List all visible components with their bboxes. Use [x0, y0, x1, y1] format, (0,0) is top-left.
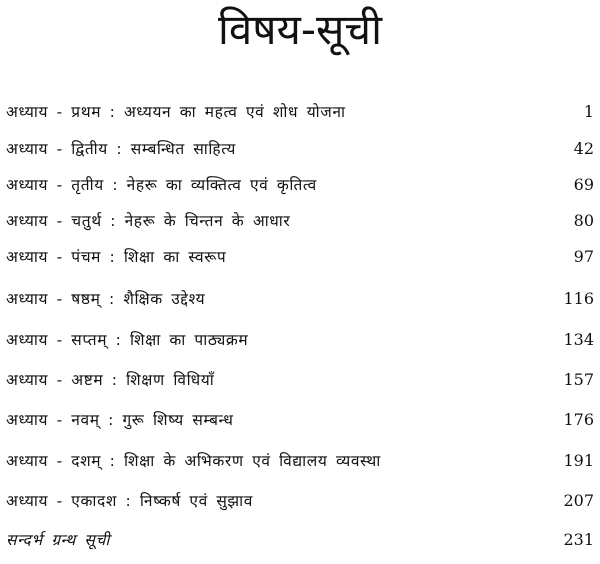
- entry-label: अध्याय - चतुर्थ : नेहरू के चिन्तन के आधार: [6, 212, 291, 230]
- entry-label: अध्याय - नवम् : गुरू शिष्य सम्बन्ध: [6, 411, 234, 429]
- entry-page-number: 97: [573, 247, 594, 266]
- entry-page-number: 69: [573, 175, 594, 194]
- entry-page-number: 134: [563, 330, 594, 349]
- toc-entry-1: [6, 100, 594, 137]
- toc-entry-7: [6, 328, 594, 368]
- toc-entry-11: [6, 489, 594, 528]
- entry-label: अध्याय - सप्तम् : शिक्षा का पाठ्यक्रम: [6, 331, 249, 349]
- toc-entry-2: [6, 137, 594, 173]
- entry-page-number: 176: [563, 410, 594, 429]
- entry-label: अध्याय - तृतीय : नेहरू का व्यक्तित्व एवं कृतित्व: [6, 176, 317, 194]
- toc-entry-5: [6, 245, 594, 287]
- entry-label: अध्याय - एकादश : निष्कर्ष एवं सुझाव: [6, 492, 253, 510]
- entry-page-number: 157: [563, 370, 594, 389]
- bibliography-label: सन्दर्भ ग्रन्थ सूची: [6, 531, 110, 549]
- bibliography-page-number: 231: [563, 530, 594, 549]
- page-title: विषय-सूची: [218, 5, 382, 54]
- entry-page-number: 116: [563, 289, 594, 308]
- entry-label: अध्याय - दशम् : शिक्षा के अभिकरण एवं विद्यालय व्यवस्था: [6, 452, 381, 470]
- contents-list: [6, 100, 594, 558]
- toc-entry-8: [6, 368, 594, 408]
- toc-entry-9: [6, 408, 594, 449]
- entry-label: अध्याय - अष्टम : शिक्षण विधियाँ: [6, 371, 215, 389]
- entry-label: अध्याय - पंचम : शिक्षा का स्वरूप: [6, 248, 227, 266]
- entry-page-number: 1: [583, 102, 594, 121]
- toc-entry-3: [6, 173, 594, 209]
- toc-entry-6: [6, 287, 594, 328]
- entry-page-number: 207: [563, 491, 594, 510]
- entry-label: अध्याय - द्वितीय : सम्बन्धित साहित्य: [6, 140, 236, 158]
- entry-page-number: 80: [573, 211, 594, 230]
- entry-label: अध्याय - षष्ठम् : शैक्षिक उद्देश्य: [6, 290, 206, 308]
- entry-page-number: 42: [573, 139, 594, 158]
- entry-label: अध्याय - प्रथम : अध्ययन का महत्व एवं शोध योजना: [6, 103, 346, 121]
- toc-entry-10: [6, 449, 594, 489]
- toc-entry-4: [6, 209, 594, 245]
- toc-entry-bibliography: [6, 528, 594, 558]
- entry-page-number: 191: [563, 451, 594, 470]
